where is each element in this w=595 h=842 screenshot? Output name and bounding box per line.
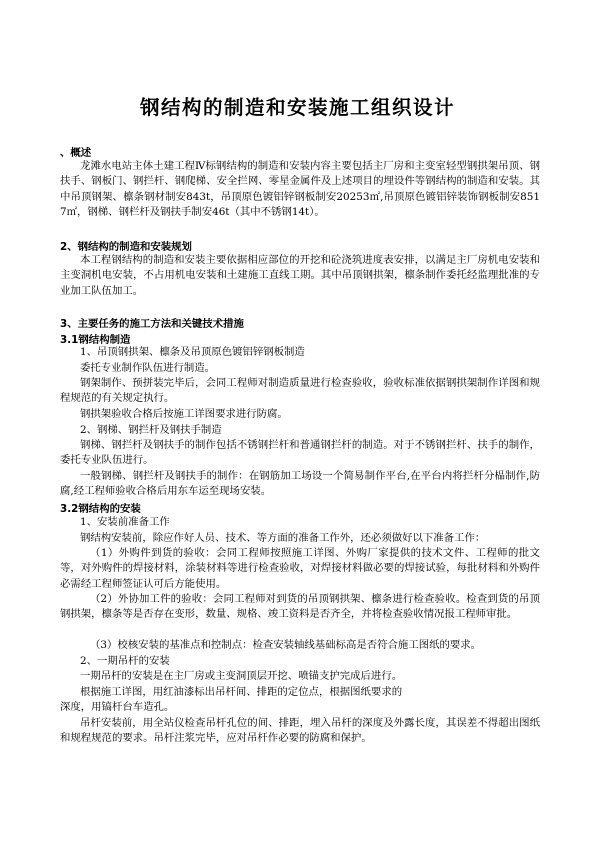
section-1-heading: 、概述: [60, 147, 92, 159]
item-3-2-1: 1、安装前准备工作: [80, 516, 170, 528]
paragraph-outsourced-parts: （2）外协加工件的验收：会同工程师对到货的吊顶钢拱架、檩条进行检查验收。检查到货的吊顶钢拱架，檩条等是否存在变形，数量、规格、竣工资料是否齐全，并将检查验收情况报工程师审批。: [60, 593, 540, 621]
paragraph-stairs: 钢梯、钢拦杆及钢扶手的制作包括不锈钢拦杆和普通钢拦杆的制造。对于不锈钢拦杆、扶手的制作，委托专业队伍进行。: [60, 439, 540, 467]
paragraph-purchased-parts: （1）外购件到货的验收：会同工程师按照施工详图、外购厂家提供的技术文件、工程师的批文等，对外购件的焊接材料，涂装材料等进行检查验收，对焊接材料做必要的焊接试验，每批材料和外购件必需经工程师签证认可后方能使用。: [60, 547, 540, 590]
paragraph-general-stairs: 一般钢梯、钢拦杆及钢扶手的制作：在钢筋加工场设一个简易制作平台,在平台内将拦杆分榀制作,防腐,经工程师验收合格后用东车运至现场安装。: [60, 470, 540, 498]
item-3-1-2: 2、钢梯、钢拦杆及钢扶手制造: [80, 424, 222, 436]
subsection-3-1-heading: 3.1钢结构制造: [60, 334, 131, 346]
line-drilling: 深度，用镐杆台车造孔。: [60, 701, 175, 713]
section-3-heading: 3、主要任务的施工方法和关键技术措施: [60, 318, 244, 330]
line-hanger-install: 一期吊杆的安装是在主厂房或主变洞顶层开挖、喷锚支护完成后进行。: [80, 670, 403, 682]
paragraph-hanger-check: 吊杆安装前，用全站仪检查吊杆孔位的间、排距，埋入吊杆的深度及外露长度，其误差不得超出图纸和规程规范的要求。吊杆注浆完毕，应对吊杆作必要的防腐和保护。: [60, 717, 540, 745]
paragraph-inspection: 钢架制作、预拼装完毕后，会同工程师对制造质量进行检查验收，验收标准依据钢拱架制作详图和规程规范的有关规定执行。: [60, 377, 540, 405]
item-3-2-2: 2、一期吊杆的安装: [80, 655, 170, 667]
item-3-1-1-text: 委托专业制作队伍进行制造。: [80, 362, 216, 374]
line-positioning: 根据施工详图，用红油漆标出吊杆间、排距的定位点，根据图纸要求的: [80, 686, 403, 698]
section-2-heading: 2、钢结构的制造和安装规划: [60, 241, 192, 253]
section-1-paragraph: 龙滩水电站主体土建工程Ⅳ标钢结构的制造和安装内容主要包括主厂房和主变室轻型钢拱架吊顶、钢扶手、钢板门、钢拦杆、钢爬梯、安全拦网、零星金属件及上述项目的埋设件等钢结构的制造和安装。其中吊顶钢架、檩条钢材制安843t，吊顶原色镀铝锌钢板制安20253㎡,吊顶原色镀铝锌装饰钢板制安8517㎡，钢梯、钢栏杆及钢扶手制安46t（其中不锈钢14t）。: [60, 160, 540, 218]
line-benchmark-check: （3）校核安装的基准点和控制点：检查安装轴线基础标高是否符合施工图纸的要求。: [90, 639, 482, 651]
section-2-paragraph: 本工程钢结构的制造和安装主要依据相应部位的开挖和砼浇筑进度表安排，以满足主厂房机电安装和主变洞机电安装，不占用机电安装和土建施工直线工期。其中吊顶钢拱架，檩条制作委托经监理批准的专业加工队伍加工。: [60, 254, 540, 297]
paragraph-preparation: 钢结构安装前，除应作好人员、技术、等方面的准备工作外，还必须做好以下准备工作：: [80, 532, 486, 544]
line-anticorrosion: 钢拱架验收合格后按施工详图要求进行防腐。: [80, 408, 288, 420]
item-3-1-1: 1、吊顶钢拱架、檩条及吊顶原色镀铝锌钢板制造: [80, 346, 305, 358]
subsection-3-2-heading: 3.2钢结构的安装: [60, 503, 141, 515]
document-title: 钢结构的制造和安装施工组织设计: [139, 96, 455, 119]
